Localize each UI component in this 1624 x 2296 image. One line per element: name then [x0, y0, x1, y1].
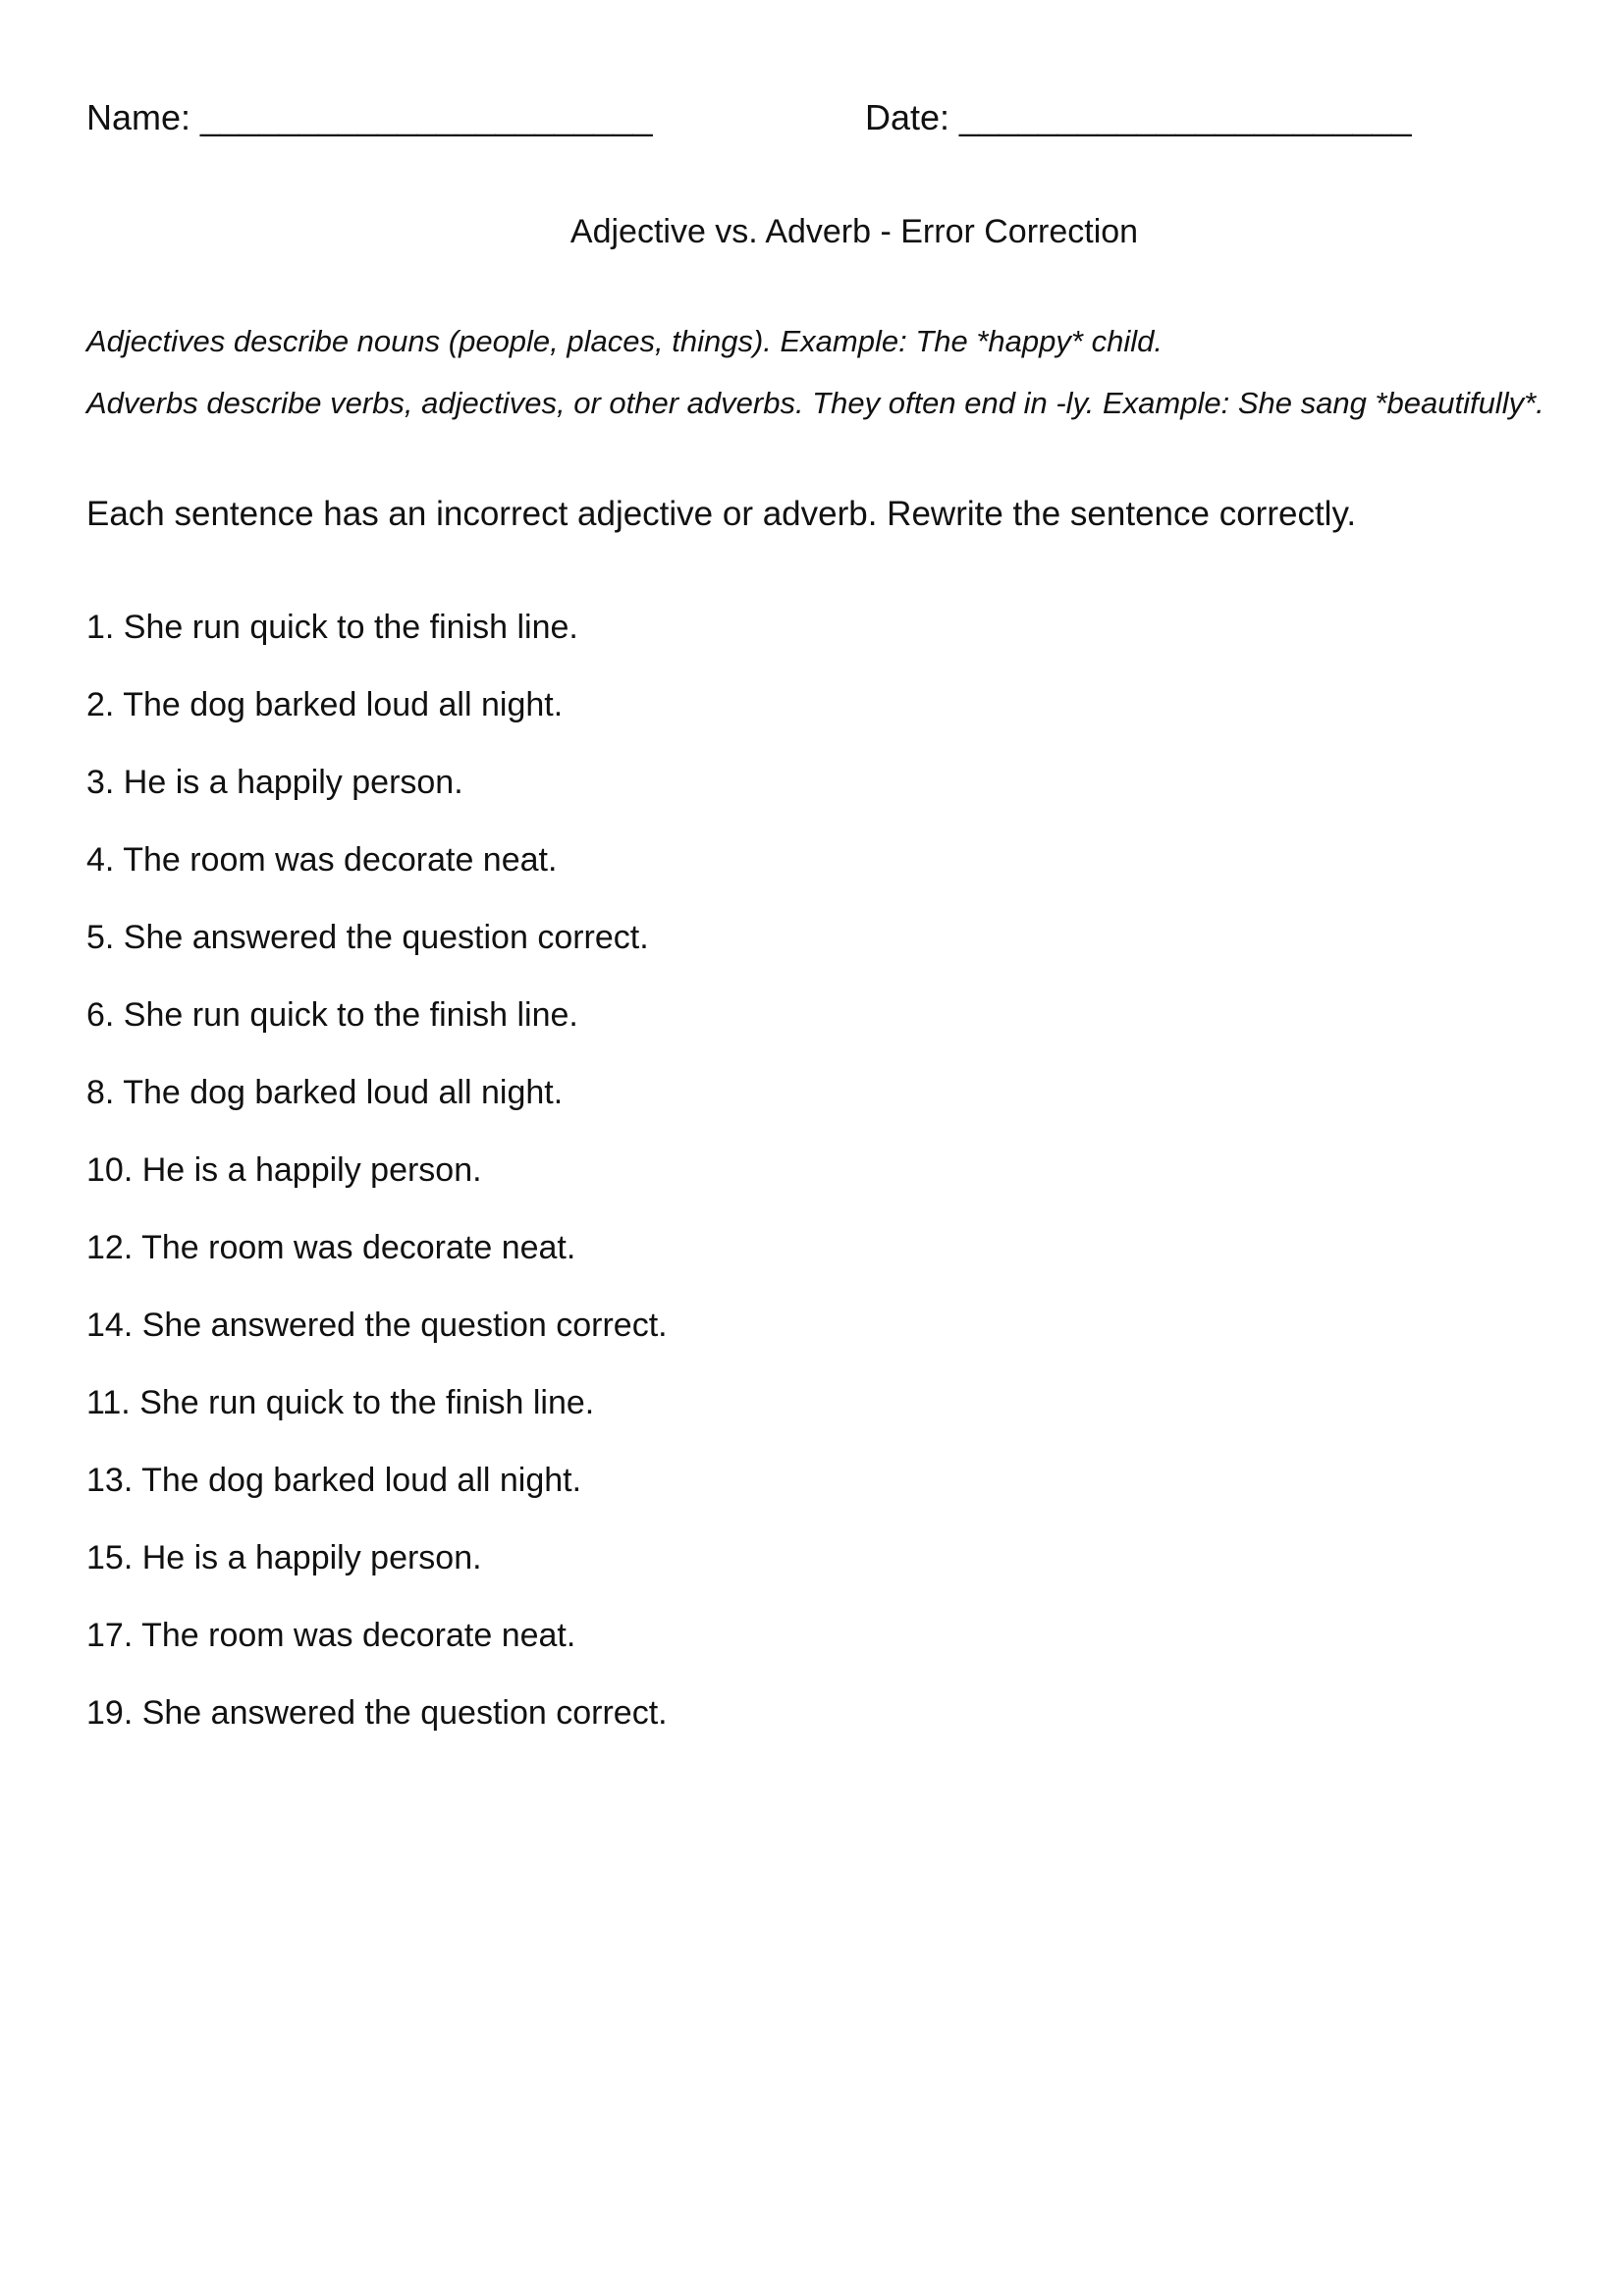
- sentence-item: 14. She answered the question correct.: [86, 1307, 668, 1344]
- sentence-item: 10. He is a happily person.: [86, 1151, 482, 1189]
- sentence-item: 8. The dog barked loud all night.: [86, 1074, 564, 1111]
- instructions: Each sentence has an incorrect adjective or adverb. Rewrite the sentence correctly.: [86, 495, 1357, 533]
- page-title: Adjective vs. Adverb - Error Correction: [569, 213, 1139, 250]
- adjective-definition: Adjectives describe nouns (people, places, things). Example: The *happy* child.: [86, 324, 1163, 358]
- sentence-item: 2. The dog barked loud all night.: [86, 686, 564, 723]
- sentence-list: [86, 606, 668, 1769]
- name-field[interactable]: Name: _______________________: [86, 97, 653, 137]
- sentence-item: 19. She answered the question correct.: [86, 1694, 668, 1732]
- sentence-item: 4. The room was decorate neat.: [86, 841, 558, 879]
- sentence-item: 11. She run quick to the finish line.: [86, 1384, 595, 1421]
- date-field[interactable]: Date: _______________________: [865, 97, 1412, 137]
- sentence-item: 12. The room was decorate neat.: [86, 1229, 576, 1266]
- sentence-item: 6. She run quick to the finish line.: [86, 996, 578, 1034]
- sentence-item: 17. The room was decorate neat.: [86, 1617, 576, 1654]
- adverb-definition: Adverbs describe verbs, adjectives, or other adverbs. They often end in -ly. Example: She sang *beautifully*.: [86, 386, 1544, 420]
- sentence-item: 1. She run quick to the finish line.: [86, 609, 578, 646]
- sentence-item: 3. He is a happily person.: [86, 764, 463, 801]
- sentence-item: 5. She answered the question correct.: [86, 919, 649, 956]
- sentence-item: 15. He is a happily person.: [86, 1539, 482, 1576]
- sentence-item: 13. The dog barked loud all night.: [86, 1462, 582, 1499]
- worksheet-header: [86, 94, 1540, 141]
